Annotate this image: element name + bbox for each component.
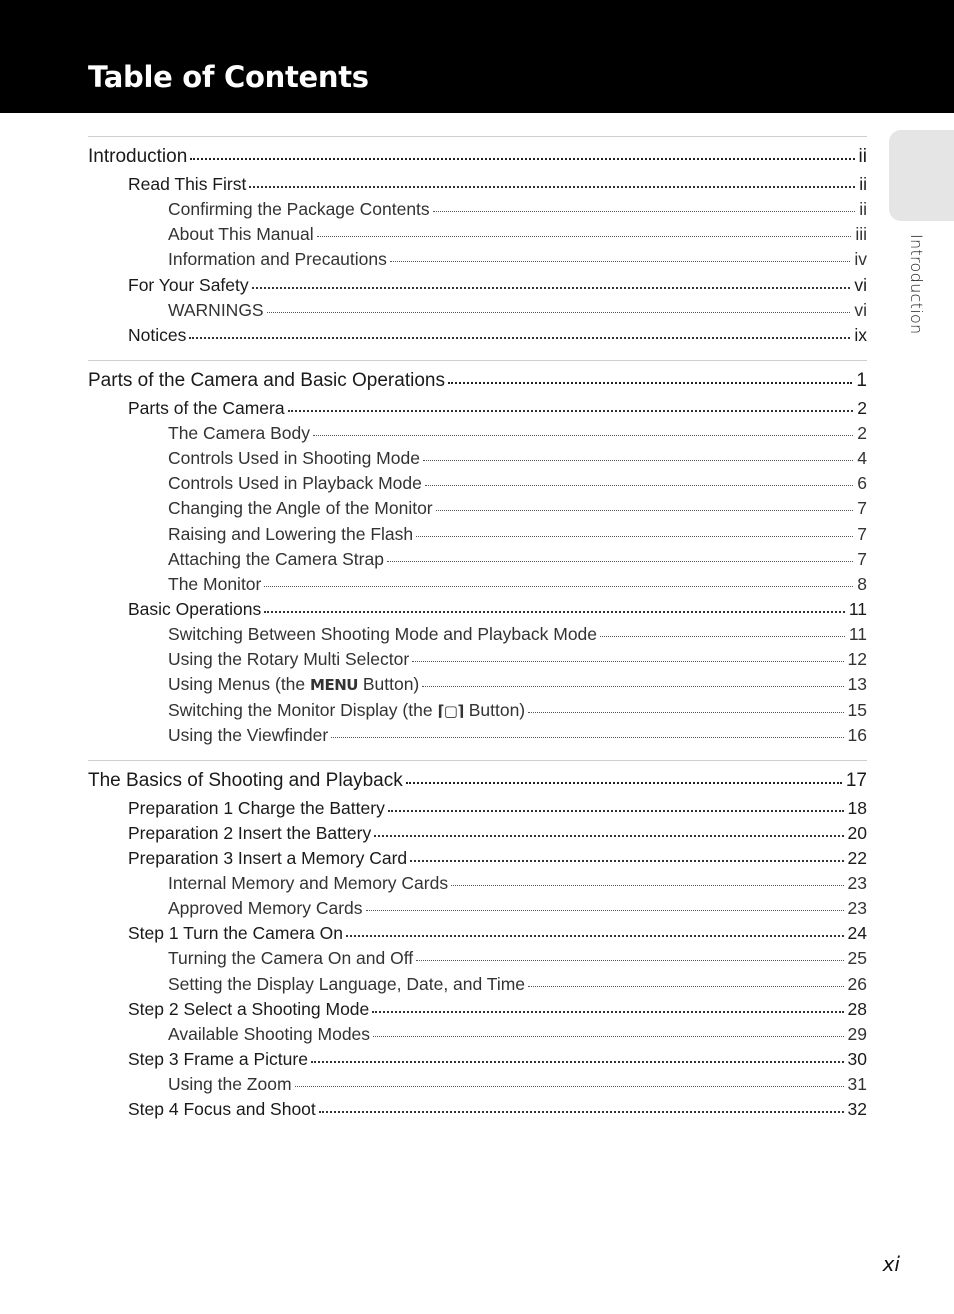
dot-leader <box>374 835 843 837</box>
toc-entry-level-3[interactable] <box>88 1072 867 1097</box>
toc-entry-level-2[interactable] <box>88 172 867 197</box>
dot-leader <box>406 782 842 784</box>
toc-entry-level-1[interactable] <box>88 766 867 796</box>
dot-leader <box>190 158 854 160</box>
dot-leader <box>416 960 843 961</box>
toc-entry-page: 11 <box>848 599 867 620</box>
toc-entry-level-2[interactable] <box>88 796 867 821</box>
dot-leader <box>451 885 843 886</box>
toc-section <box>88 760 867 1122</box>
toc-entry-level-3[interactable] <box>88 1022 867 1047</box>
dot-leader <box>346 935 844 937</box>
toc-entry-level-3[interactable] <box>88 471 867 496</box>
toc-entry-title <box>88 766 403 796</box>
toc-entry-level-3[interactable] <box>88 222 867 247</box>
toc-entry-level-3[interactable] <box>88 647 867 672</box>
toc-entry-level-2[interactable] <box>88 821 867 846</box>
toc-entry-title <box>168 572 261 597</box>
dot-leader <box>388 810 844 812</box>
dot-leader <box>528 986 843 987</box>
toc-entry-page: 7 <box>857 498 867 519</box>
toc-entry-page: 17 <box>845 770 867 791</box>
toc-section <box>88 136 867 348</box>
toc-entry-title-text: The Monitor <box>168 573 262 594</box>
toc-entry-title-text: Preparation 1 Charge the Battery <box>128 798 385 818</box>
toc-entry-title-text: Controls Used in Playback Mode <box>168 473 422 494</box>
header-bar <box>0 0 954 113</box>
toc-entry-title-text: Switching the Monitor Display (the <box>168 699 433 720</box>
dot-leader <box>319 1111 844 1113</box>
toc-entry-title <box>128 1097 316 1122</box>
dot-leader <box>423 460 853 461</box>
toc-entry-title-text: Controls Used in Shooting Mode <box>168 447 420 468</box>
dot-leader <box>412 661 843 662</box>
toc-entry-level-2[interactable] <box>88 396 867 421</box>
toc-entry-title <box>128 597 261 622</box>
monitor-display-button-icon: ⌈▢⌉ <box>437 701 464 720</box>
toc-entry-level-3[interactable] <box>88 496 867 521</box>
toc-entry-page: 12 <box>847 649 867 670</box>
toc-entry-level-2[interactable] <box>88 1097 867 1122</box>
toc-entry-page: 1 <box>856 369 867 391</box>
toc-entry-page: ii <box>859 174 867 194</box>
toc-entry-page: ix <box>854 324 867 345</box>
dot-leader <box>436 510 854 511</box>
dot-leader <box>264 586 853 587</box>
toc-entry-level-3[interactable] <box>88 622 867 647</box>
toc-entry-title <box>128 396 285 421</box>
toc-entry-level-3[interactable] <box>88 298 867 323</box>
toc-entry-page: 25 <box>847 948 867 969</box>
toc-entry-level-2[interactable] <box>88 323 867 348</box>
toc-entry-page: ii <box>858 146 867 167</box>
toc-entry-level-3[interactable] <box>88 547 867 572</box>
toc-entry-page: 26 <box>847 973 867 994</box>
toc-entry-title-suffix: Button) <box>468 699 526 720</box>
toc-entry-page: iv <box>854 249 867 270</box>
toc-entry-page: 31 <box>847 1073 867 1094</box>
toc-entry-level-1[interactable] <box>88 142 867 172</box>
toc-entry-page: 18 <box>847 798 867 818</box>
toc-entry-title <box>168 522 413 547</box>
toc-entry-title <box>168 471 422 496</box>
toc-entry-title <box>168 1072 292 1097</box>
toc-entry-title-text: Parts of the Camera and Basic Operations <box>88 369 445 391</box>
toc-entry-title-text: Step 4 Focus and Shoot <box>128 1099 316 1120</box>
toc-entry-title <box>168 946 413 971</box>
toc-entry-title-text: Available Shooting Modes <box>168 1023 371 1044</box>
dot-leader <box>313 435 853 436</box>
dot-leader <box>528 712 843 713</box>
toc-entry-level-3[interactable] <box>88 723 867 748</box>
toc-entry-page: 32 <box>847 1099 867 1120</box>
toc-entry-title <box>168 222 314 247</box>
toc-entry-title-text: Step 3 Frame a Picture <box>128 1048 308 1069</box>
page-title: Table of Contents <box>88 60 369 94</box>
dot-leader <box>387 561 853 562</box>
toc-entry-page: ii <box>859 199 867 219</box>
toc-entry-level-3[interactable] <box>88 522 867 547</box>
toc-entry-title-text: Using the Zoom <box>168 1073 292 1094</box>
dot-leader <box>295 1086 844 1087</box>
toc-entry-page: 13 <box>847 674 867 695</box>
toc-entry-page: 15 <box>847 699 867 720</box>
toc-entry-title <box>128 172 246 197</box>
toc-entry-title <box>168 672 419 698</box>
toc-entry-page: 29 <box>847 1023 867 1044</box>
toc-entry-title <box>128 1047 308 1072</box>
toc-entry-page: 7 <box>857 523 867 544</box>
toc-entry-title <box>168 298 264 323</box>
toc-entry-title <box>128 821 371 846</box>
toc-entry-title <box>168 723 328 748</box>
toc-entry-level-2[interactable] <box>88 846 867 871</box>
toc-entry-page: 24 <box>847 923 867 944</box>
toc-entry-title <box>88 142 187 172</box>
side-tab-introduction[interactable] <box>889 130 954 221</box>
toc-entry-level-3[interactable] <box>88 197 867 222</box>
toc-entry-level-3[interactable] <box>88 896 867 921</box>
dot-leader <box>189 337 850 339</box>
toc-entry-page: 23 <box>847 898 867 919</box>
toc-entry-level-2[interactable] <box>88 997 867 1022</box>
toc-entry-page: 7 <box>857 548 867 569</box>
toc-entry-page: 4 <box>857 447 867 468</box>
toc-entry-page: 30 <box>847 1048 867 1069</box>
toc-entry-title <box>128 796 385 821</box>
page-number: xi <box>882 1252 900 1276</box>
toc-entry-title <box>128 846 407 871</box>
toc-entry-title-text: Setting the Display Language, Date, and Time <box>168 973 526 994</box>
toc-entry-title <box>168 622 597 647</box>
toc-entry-title <box>168 647 409 672</box>
toc-entry-title-text: Read This First <box>128 174 247 194</box>
toc-entry-title <box>128 273 249 298</box>
dot-leader <box>267 312 851 313</box>
toc-entry-title <box>168 547 384 572</box>
toc-entry-page: 2 <box>857 397 867 418</box>
toc-entry-title <box>168 496 433 521</box>
toc-entry-level-3[interactable] <box>88 446 867 471</box>
toc-entry-title-text: For Your Safety <box>128 274 249 295</box>
toc-entry-title-text: Switching Between Shooting Mode and Playback Mode <box>168 624 598 645</box>
dot-leader <box>373 1036 843 1037</box>
dot-leader <box>366 910 844 911</box>
toc-entry-level-1[interactable] <box>88 366 867 396</box>
toc-entry-page: vi <box>854 274 867 295</box>
dot-leader <box>410 860 843 862</box>
toc-entry-page: iii <box>855 224 867 245</box>
dot-leader <box>311 1061 844 1063</box>
toc-entry-level-3[interactable] <box>88 572 867 597</box>
toc-entry-title <box>168 197 430 222</box>
dot-leader <box>448 382 852 384</box>
dot-leader <box>433 211 856 212</box>
toc-entry-title-text: Basic Operations <box>128 599 262 620</box>
toc-entry-page: 8 <box>857 573 867 594</box>
toc-entry-title-text: Introduction <box>88 146 188 167</box>
toc-entry-page: 2 <box>857 422 867 443</box>
toc-entry-level-3[interactable] <box>88 247 867 272</box>
toc-entry-title-suffix: Button) <box>362 674 420 695</box>
dot-leader <box>264 611 845 613</box>
toc-entry-title-text: Internal Memory and Memory Cards <box>168 873 449 893</box>
toc-entry-title-text: Approved Memory Cards <box>168 898 363 919</box>
toc-entry-title <box>168 247 387 272</box>
toc-entry-title-text: Notices <box>128 324 187 345</box>
toc-entry-title <box>168 896 363 921</box>
toc-entry-level-2[interactable] <box>88 273 867 298</box>
toc-entry-level-3[interactable] <box>88 698 867 723</box>
toc-entry-level-3[interactable] <box>88 972 867 997</box>
toc-entry-title <box>168 446 420 471</box>
toc-entry-level-2[interactable] <box>88 597 867 622</box>
toc-entry-level-3[interactable] <box>88 871 867 896</box>
toc-entry-title-text: The Basics of Shooting and Playback <box>88 770 403 791</box>
toc-entry-title <box>168 698 525 724</box>
toc-entry-level-2[interactable] <box>88 1047 867 1072</box>
side-tab-label: Introduction <box>907 234 926 335</box>
toc-entry-page: 23 <box>847 873 867 893</box>
toc-entry-title <box>168 421 310 446</box>
toc-entry-title <box>88 366 445 396</box>
toc-entry-title <box>168 972 525 997</box>
dot-leader <box>600 636 845 637</box>
dot-leader <box>317 236 852 237</box>
toc-entry-title-text: Confirming the Package Contents <box>168 199 430 219</box>
toc-entry-title-text: Using the Rotary Multi Selector <box>168 649 410 670</box>
dot-leader <box>288 410 854 412</box>
toc-entry-page: 22 <box>847 848 867 868</box>
toc-entry-page: 11 <box>848 624 867 645</box>
dot-leader <box>249 186 855 188</box>
dot-leader <box>422 686 843 687</box>
dot-leader <box>390 261 850 262</box>
toc-entry-page: 16 <box>847 724 867 745</box>
toc-entry-page: 20 <box>847 823 867 843</box>
dot-leader <box>252 287 851 289</box>
menu-button-icon: MENU <box>310 676 358 695</box>
toc-entry-title <box>128 997 369 1022</box>
toc-entry-title-text: Turning the Camera On and Off <box>168 948 414 969</box>
toc-entry-title <box>168 1022 370 1047</box>
toc-entry-title-text: About This Manual <box>168 224 314 245</box>
dot-leader <box>425 485 853 486</box>
toc-entry-title <box>128 921 343 946</box>
toc-entry-title <box>168 871 448 896</box>
toc-entry-title-text: Attaching the Camera Strap <box>168 548 384 569</box>
toc-entry-title-text: Step 2 Select a Shooting Mode <box>128 998 370 1019</box>
toc-entry-page: 28 <box>847 998 867 1019</box>
toc-entry-page: vi <box>854 299 867 320</box>
toc-entry-title-text: Preparation 3 Insert a Memory Card <box>128 848 408 868</box>
toc-entry-title <box>128 323 186 348</box>
toc-entry-level-3[interactable] <box>88 421 867 446</box>
dot-leader <box>416 536 853 537</box>
toc-entry-title-text: Using the Viewfinder <box>168 724 329 745</box>
dot-leader <box>331 737 843 738</box>
toc-entry-title-text: Using Menus (the <box>168 674 306 695</box>
toc-entry-title-text: Parts of the Camera <box>128 397 285 418</box>
toc-entry-page: 6 <box>857 473 867 494</box>
toc-entry-title-text: Raising and Lowering the Flash <box>168 523 414 544</box>
toc-entry-title-text: The Camera Body <box>168 422 311 443</box>
toc-entry-title-text: Preparation 2 Insert the Battery <box>128 823 372 843</box>
toc-entry-title-text: WARNINGS <box>168 299 264 320</box>
toc-entry-title-text: Information and Precautions <box>168 249 387 270</box>
dot-leader <box>372 1011 843 1013</box>
toc-section <box>88 360 867 748</box>
toc-entry-title-text: Changing the Angle of the Monitor <box>168 498 433 519</box>
toc-entry-level-3[interactable] <box>88 946 867 971</box>
toc-entry-level-3[interactable] <box>88 672 867 697</box>
toc-entry-level-2[interactable] <box>88 921 867 946</box>
toc-entry-title-text: Step 1 Turn the Camera On <box>128 923 343 944</box>
table-of-contents <box>88 136 867 1134</box>
